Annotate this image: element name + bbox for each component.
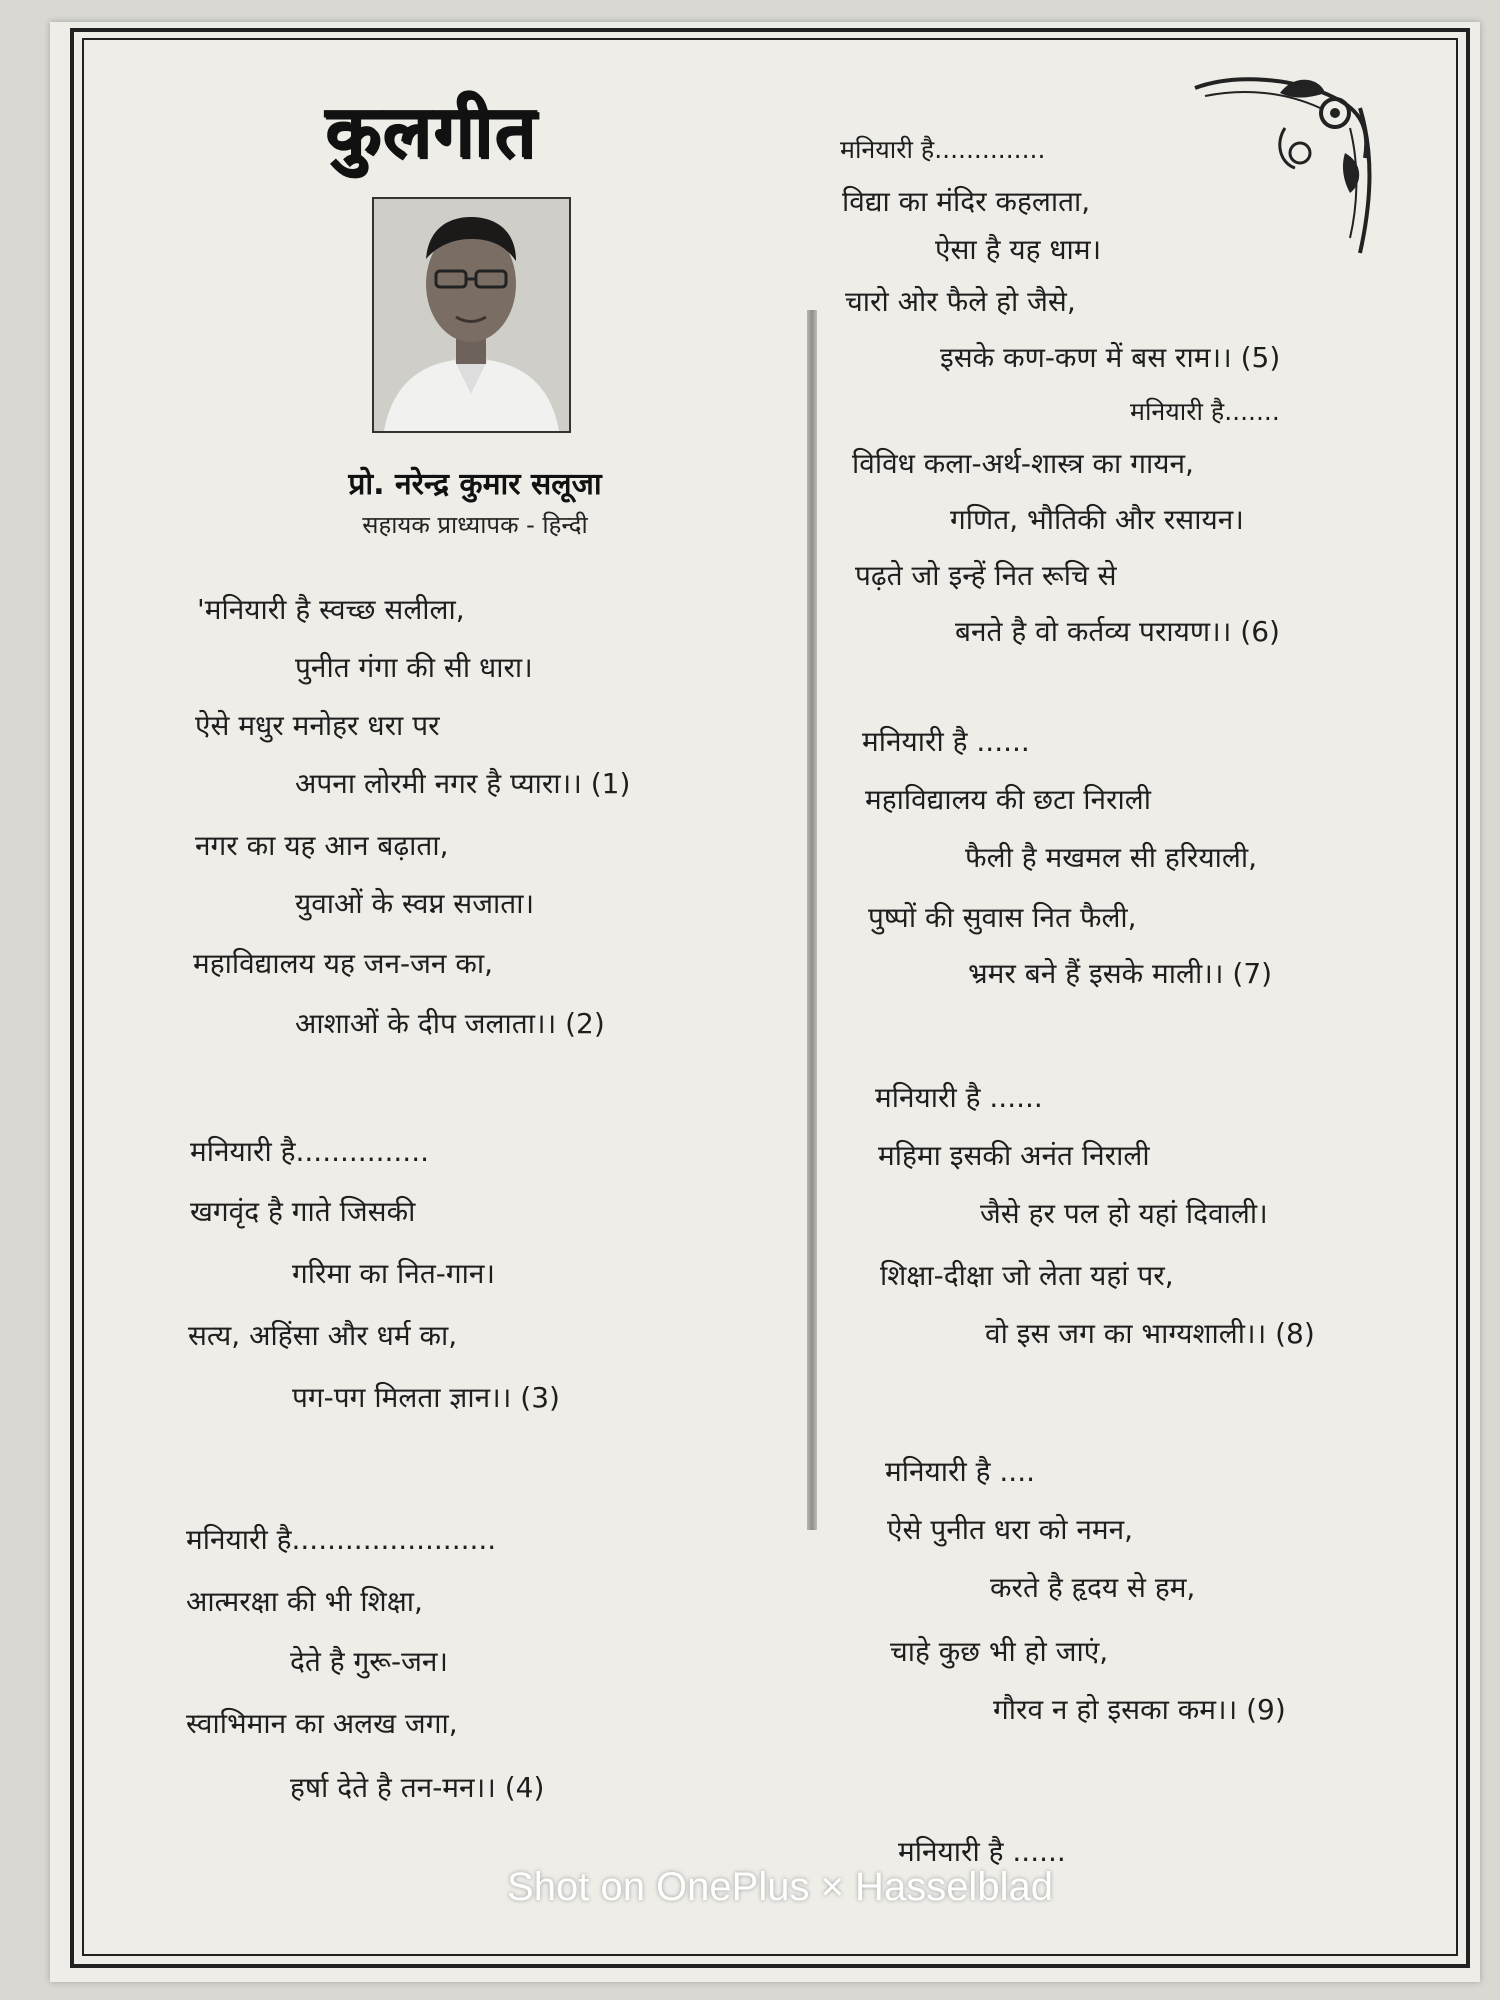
verse-line: ऐसा है यह धाम। xyxy=(935,233,1102,266)
refrain-line: मनियारी है ...... xyxy=(898,1835,1066,1868)
author-role: सहायक प्राध्यापक - हिन्दी xyxy=(362,511,588,539)
refrain-line: मनियारी है ...... xyxy=(862,725,1030,758)
verse-line: ऐसे मधुर मनोहर धरा पर xyxy=(195,709,440,742)
page-border-inner xyxy=(82,38,1458,1956)
refrain-line: मनियारी है....................... xyxy=(186,1523,497,1556)
refrain-line: मनियारी है............... xyxy=(190,1135,430,1168)
refrain-line: मनियारी है ...... xyxy=(875,1081,1043,1114)
floral-corner-ornament-icon xyxy=(1185,68,1385,268)
verse-line: अपना लोरमी नगर है प्यारा।। (1) xyxy=(295,767,631,800)
verse-line: बनते है वो कर्तव्य परायण।। (6) xyxy=(955,615,1280,648)
verse-line: पुनीत गंगा की सी धारा। xyxy=(295,651,533,684)
verse-line: इसके कण-कण में बस राम।। (5) xyxy=(940,341,1281,374)
verse-line: महाविद्यालय यह जन-जन का, xyxy=(193,947,494,980)
verse-line: पुष्पों की सुवास नित फैली, xyxy=(868,901,1137,934)
page-title: कुलगीत xyxy=(325,89,538,173)
verse-line: चारो ओर फैले हो जैसे, xyxy=(845,285,1076,318)
verse-line: करते है हृदय से हम, xyxy=(990,1571,1196,1604)
verse-line: हर्षा देते है तन-मन।। (4) xyxy=(290,1771,545,1804)
verse-line: ऐसे पुनीत धरा को नमन, xyxy=(887,1513,1134,1546)
refrain-line: मनियारी है....... xyxy=(1130,397,1280,426)
verse-line: विविध कला-अर्थ-शास्त्र का गायन, xyxy=(852,447,1194,480)
verse-line: पढ़ते जो इन्हें नित रूचि से xyxy=(855,559,1117,592)
verse-line: पग-पग मिलता ज्ञान।। (3) xyxy=(292,1381,560,1414)
verse-line: महाविद्यालय की छटा निराली xyxy=(865,783,1151,816)
author-photo xyxy=(372,197,571,433)
verse-line: गणित, भौतिकी और रसायन। xyxy=(950,503,1244,536)
verse-line: गरिमा का नित-गान। xyxy=(292,1257,496,1290)
verse-line: आशाओं के दीप जलाता।। (2) xyxy=(295,1007,605,1040)
verse-line: वो इस जग का भाग्यशाली।। (8) xyxy=(985,1317,1315,1350)
verse-line: आत्मरक्षा की भी शिक्षा, xyxy=(186,1585,423,1618)
verse-line: युवाओं के स्वप्न सजाता। xyxy=(295,887,535,920)
verse-line: सत्य, अहिंसा और धर्म का, xyxy=(188,1319,458,1352)
refrain-line: मनियारी है.............. xyxy=(840,135,1046,164)
verse-line: खगवृंद है गाते जिसकी xyxy=(190,1195,416,1228)
verse-line: नगर का यह आन बढ़ाता, xyxy=(195,829,449,862)
verse-line: महिमा इसकी अनंत निराली xyxy=(878,1139,1150,1172)
column-divider xyxy=(807,310,817,1530)
refrain-line: मनियारी है .... xyxy=(885,1455,1036,1488)
verse-line: चाहे कुछ भी हो जाएं, xyxy=(890,1635,1109,1668)
verse-line: 'मनियारी है स्वच्छ सलीला, xyxy=(197,593,465,626)
verse-line: शिक्षा-दीक्षा जो लेता यहां पर, xyxy=(880,1259,1174,1292)
verse-line: स्वाभिमान का अलख जगा, xyxy=(186,1707,458,1740)
verse-line: देते है गुरू-जन। xyxy=(290,1645,449,1678)
verse-line: फैली है मखमल सी हरियाली, xyxy=(965,841,1258,874)
author-name: प्रो. नरेन्द्र कुमार सलूजा xyxy=(348,467,602,502)
verse-line: गौरव न हो इसका कम।। (9) xyxy=(993,1693,1286,1726)
verse-line: जैसे हर पल हो यहां दिवाली। xyxy=(980,1197,1268,1230)
camera-watermark: Shot on OnePlus × Hasselblad xyxy=(507,1865,1053,1909)
verse-line: विद्या का मंदिर कहलाता, xyxy=(842,185,1091,218)
verse-line: भ्रमर बने हैं इसके माली।। (7) xyxy=(968,957,1273,990)
